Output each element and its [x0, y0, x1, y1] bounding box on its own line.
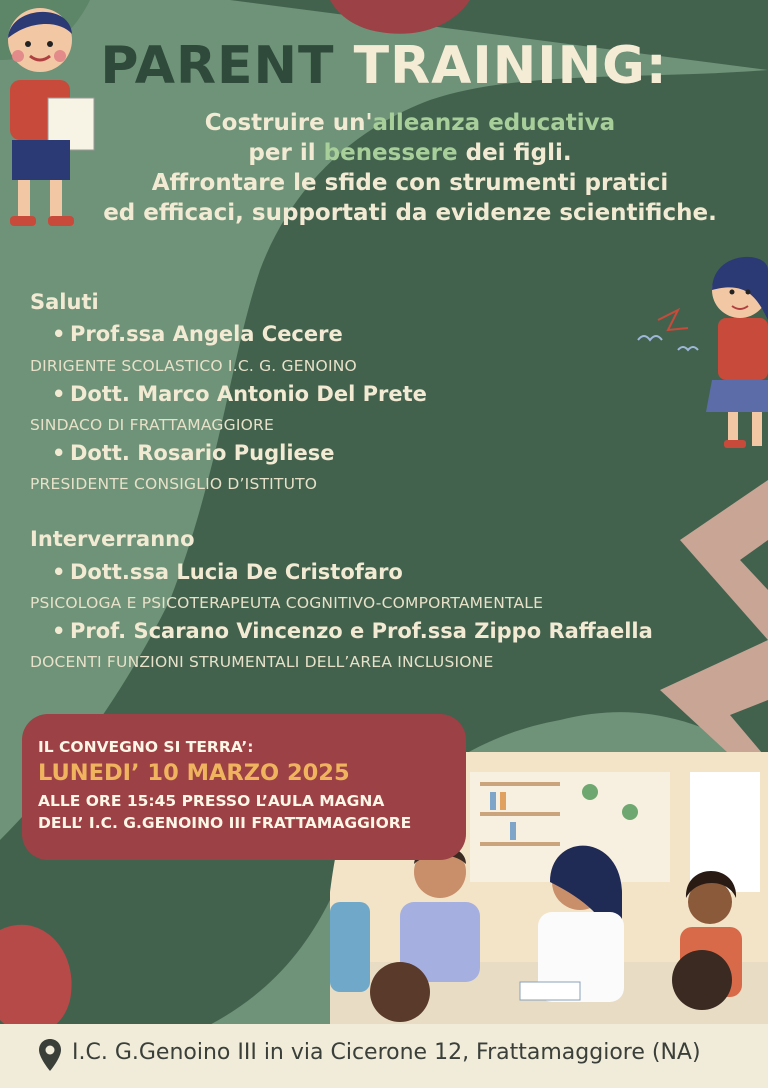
subtitle-line-4: ed efficaci, supportati da evidenze scientifiche. — [103, 200, 717, 226]
subtitle — [60, 108, 760, 228]
bullet-icon: • — [52, 560, 66, 584]
title-part-1: PARENT — [100, 36, 335, 96]
person-name-text: Dott.ssa Lucia De Cristofaro — [70, 560, 403, 584]
title-part-2: TRAINING: — [353, 36, 668, 96]
person-name — [52, 441, 335, 465]
person-role: DOCENTI FUNZIONI STRUMENTALI DELL’AREA INCLUSIONE — [30, 653, 494, 671]
person-name — [52, 619, 653, 643]
person-name — [52, 382, 427, 406]
bullet-icon: • — [52, 322, 66, 346]
person-name-text: Dott. Marco Antonio Del Prete — [70, 382, 427, 406]
subtitle-highlight: benessere — [323, 140, 458, 166]
event-date: LUNEDI’ 10 MARZO 2025 — [38, 760, 350, 786]
subtitle-text: dei figli. — [457, 140, 572, 166]
page-title — [0, 36, 768, 96]
event-info-box — [22, 714, 466, 860]
section-heading-saluti: Saluti — [30, 290, 99, 314]
person-name — [52, 560, 403, 584]
subtitle-line-3: Affrontare le sfide con strumenti pratici — [151, 170, 669, 196]
section-heading-interverranno: Interverranno — [30, 527, 195, 551]
person-role: PRESIDENTE CONSIGLIO D’ISTITUTO — [30, 475, 318, 493]
bullet-icon: • — [52, 619, 66, 643]
person-role: DIRIGENTE SCOLASTICO I.C. G. GENOINO — [30, 357, 357, 375]
event-intro: IL CONVEGNO SI TERRA’: — [38, 738, 254, 756]
subtitle-text: per il — [248, 140, 324, 166]
subtitle-line-1 — [60, 108, 760, 138]
address-footer — [0, 1024, 768, 1088]
event-time-place: ALLE ORE 15:45 PRESSO L’AULA MAGNA — [38, 792, 385, 810]
address-text: I.C. G.Genoino III in via Cicerone 12, Frattamaggiore (NA) — [72, 1040, 701, 1065]
person-name-text: Dott. Rosario Pugliese — [70, 441, 335, 465]
event-venue: DELL’ I.C. G.GENOINO III FRATTAMAGGIORE — [38, 814, 412, 832]
bullet-icon: • — [52, 441, 66, 465]
bullet-icon: • — [52, 382, 66, 406]
person-name-text: Prof. Scarano Vincenzo e Prof.ssa Zippo Raffaella — [70, 619, 653, 643]
person-name-text: Prof.ssa Angela Cecere — [70, 322, 343, 346]
location-pin-icon — [38, 1038, 62, 1072]
subtitle-highlight: alleanza educativa — [372, 110, 616, 136]
person-role: SINDACO DI FRATTAMAGGIORE — [30, 416, 274, 434]
subtitle-line-2 — [60, 138, 760, 168]
subtitle-text: Costruire un' — [204, 110, 373, 136]
person-name — [52, 322, 343, 346]
person-role: PSICOLOGA E PSICOTERAPEUTA COGNITIVO-COMPORTAMENTALE — [30, 594, 544, 612]
girl-drawing-illustration — [628, 240, 768, 460]
